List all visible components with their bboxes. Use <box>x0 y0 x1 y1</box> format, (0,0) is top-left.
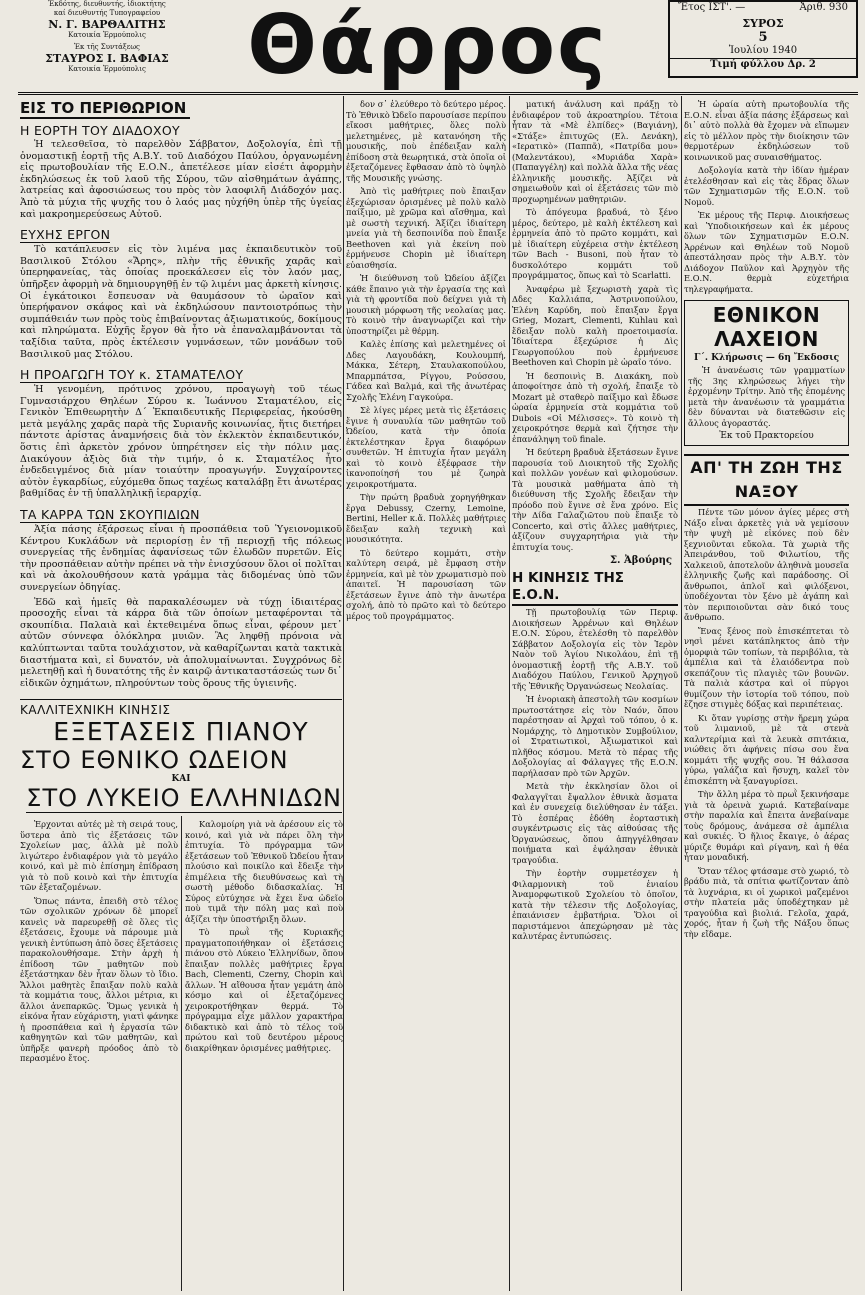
article-text: Τὴν ἑορτὴν συμμετέσχεν ἡ Φιλαρμονικὴ τοῦ ἐνιαίου Ἀναμορφωτικοῦ Σχολείου τὸ ὁποῖον, κατὰ τὴν τέλεσιν τῆς Δοξολογίας, ἐπαιάνισεν ἐμβατήρια. Ὅλοι οἱ παριστάμενοι ἀπεχώρησαν μὲ τὰς καλυτέρας ἐντυπώσεις. <box>512 868 678 941</box>
article-text: Καλομοίρη γιὰ νὰ ἀρέσουν εἰς τὸ κοινό, καὶ γιὰ νὰ πάρει ὅλη τὴν ἐπιτυχία. Τὸ πρόγραμμα τῶν ἐξετάσεων τοῦ Ἐθνικοῦ Ὠδείου ἦταν πλούσιο καὶ ποικίλο καὶ ἔδειξε τὴν ἐπιμέλεια τῆς διευθύνσεως καὶ τὴ σωστὴ μέθοδο διδασκαλίας. Ἡ Σύρος εὐτύχησε νὰ ἔχει ἕνα ὠδεῖο ποὺ τιμᾶ τὴν πόλη μας καὶ ποὺ ἀξίζει τὴν ὑποστήριξη ὅλων. <box>185 819 343 924</box>
article-text: Σὲ λίγες μέρες μετὰ τὶς ἐξετάσεις ἔγινε ἡ συναυλία τῶν μαθητῶν τοῦ Ὠδείου, κατὰ τὴν ὁποία ἐκτελέστηκαν ἔργα διαφόρων συνθετῶν. Ἡ ἐπιτυχία ἦταν μεγάλη καὶ τὸ κοινὸ ἐξέφρασε τὴν ἱκανοποίησή του μὲ ζωηρὰ χειροκροτήματα. <box>346 405 506 489</box>
column-margin <box>20 98 342 698</box>
article-text: Τὸ πρωῒ τῆς Κυριακῆς πραγματοποιήθηκαν οἱ ἐξετάσεις πιάνου στὸ Λύκειο Ἑλληνίδων, ὅπου ἔπαιξαν πολλὲς μαθήτριες ἔργα Bach, Clementi, Czerny, Chopin καὶ ἄλλων. Ἡ αἴθουσα ἦταν γεμάτη ἀπὸ κόσμο καὶ οἱ ἐξεταζόμενες χειροκροτήθηκαν θερμά. Τὸ πρόγραμμα εἶχε μᾶλλον χαρακτήρα διδακτικὸ καὶ ἀπὸ τὸ τέλος τοῦ πρώτου καὶ τοῦ δευτέρου μέρους διακρίθηκαν ὁρισμένες μαθήτριες. <box>185 927 343 1053</box>
column-divider <box>343 96 344 1291</box>
publisher-line: Ἐκδότης, διευθυντής, ἰδιοκτήτης <box>48 0 166 8</box>
article-heading: Η ΕΟΡΤΗ ΤΟΥ ΔΙΑΔΟΧΟΥ <box>20 123 180 138</box>
editor-line: Ἐκ τῆς Συντάξεως <box>74 43 140 51</box>
lottery-text: Ἡ ἀνανέωσις τῶν γραμματίων τῆς 3ης κληρώσεως λήγει τὴν ἐρχομένην Τρίτην. Ἀπὸ τῆς ἐπομένης μετὰ τὴν ἀνανέωσιν τὰ γραμμάτια δὲν δύνανται νὰ διατεθῶσιν εἰς ἄλλους ἀγοραστάς. <box>688 365 845 428</box>
article-text: Ἡ ἐνοριακὴ ἀπεστολὴ τῶν κοσμίων πρωτοστάτησε εἰς τὸν Ναόν, ὅπου παρέστησαν αἱ Ἀρχαὶ τοῦ τόπου, ὁ κ. Νομάρχης, τὸ Δημοτικὸν Συμβούλιον, οἱ Στρατιωτικοὶ, Ἀξιωματικοὶ καὶ πλῆθος κόσμου. Μετὰ τὸ πέρας τῆς Δοξολογίας αἱ Φάλαγγες τῆς Ε.Ο.Ν. παρήλασαν πρὸ τῶν Ἀρχῶν. <box>512 694 678 778</box>
article-text: Ἡ δεσποινὶς Β. Διακάκη, ποὺ ἀποφοίτησε ἀπὸ τὴ σχολή, ἔπαιξε τὸ Mozart μὲ σταθερὸ παίξιμο καὶ ἔδωσε ὡραία ἐρμηνεία στὰ κομμάτια τοῦ Dubois «Οἱ Μέλισσες». Τὸ κοινὸ τὴ χειροκρότησε θερμὰ καὶ ζήτησε τὴν ἐπανάληψη τοῦ finale. <box>512 370 678 444</box>
article-text: Ἀπὸ τὶς μαθήτριες ποὺ ἔπαιξαν ἐξεχώρισαν ὁρισμένες μὲ πολὺ καλὸ παίξιμο, μὲ χρῶμα καὶ αἴσθημα, καὶ μὲ σωστὴ τεχνική. Ἀξίζει ἰδιαίτερη μνεία γιὰ τὴ δεσποινίδα ποὺ ἔπαιξε Beethoven καὶ γιὰ ἐκείνη ποὺ ἐρμήνευσε Chopin μὲ ἰδιαίτερη εὐαισθησία. <box>346 186 506 270</box>
editor-place: Κατοικία Ἑρμούπολις <box>68 65 146 73</box>
headline-line: ΣΤΟ ΛΥΚΕΙΟ ΕΛΛΗΝΙΔΩΝ <box>26 784 342 812</box>
section-rule <box>20 699 342 700</box>
column-3 <box>346 98 506 1288</box>
article-heading: ΤΑ ΚΑΡΡΑ ΤΩΝ ΣΚΟΥΠΙΔΙΩΝ <box>20 507 200 523</box>
issue-date: Ἰουλίου 1940 <box>728 45 798 56</box>
issue-day: 5 <box>758 30 768 45</box>
issue-city: ΣΥΡΟΣ <box>742 17 784 30</box>
article-text: Ἡ δεύτερη βραδυὰ ἐξετάσεων ἔγινε παρουσία τοῦ Διοικητοῦ τῆς Σχολῆς καὶ πολλῶν γονέων καὶ φιλομούσων. Τὰ μουσικὰ μαθήματα ἀπὸ τὴ διεύθυνση τῆς Σχολῆς ἔδειξαν τὴν πρόοδο ποὺ ἔγινε σὲ ἕνα χρόνο. Εἰς τὴν Δίδα Γαλαζιῶτου ποὺ ἔπαιξε τὸ Concerto, καὶ στὶς ἄλλες μαθήτριες, ἀξίζουν συγχαρητήρια γιὰ τὴν ἐπιτυχία τους. <box>512 447 678 552</box>
article-text: Μετὰ τὴν ἐκκλησίαν ὅλοι οἱ Φαλαγγῖται ἔψαλλον ἐθνικὰ ἄσματα καὶ ἐν συνεχείᾳ διελύθησαν ἐν τάξει. Τὸ ἑσπέρας ἐδόθη ἐορταστικὴ συγκέντρωσις εἰς τὰς αἰθούσας τῆς Ὀργανώσεως, ὅπου ἀπηγγέλθησαν ποιήματα καὶ ἐψάλησαν ἐθνικὰ τραγούδια. <box>512 781 678 865</box>
issue-number: Ἀριθ. 930 <box>799 2 848 13</box>
article-text: Ὅταν τέλος φτάσαμε στὸ χωριό, τὸ βράδυ πιὰ, τὰ σπίτια φωτίζονταν ἀπὸ τὰ λυχνάρια, κι οἱ χωρικοὶ μαζεμένοι στὴν πλατεία μᾶς ὑποδέχτηκαν μὲ τραγούδια καὶ βιολιά. Γελοῖα, χαρά, χορός, ἦταν ἡ ζωὴ τῆς Νάξου ὅπως τὴν εἴδαμε. <box>684 865 849 939</box>
editor-name: ΣΤΑΥΡΟΣ Ι. ΒΑΦΙΑΣ <box>45 52 169 65</box>
article-text: Ἡ γενομένη, πρότινος χρόνου, προαγωγὴ τοῦ τέως Γυμνασιάρχου Θηλέων Σύρου κ. Ἰωάννου Σταματέλου, εἰς Γενικὸν Ἐπιθεωρητὴν Δ΄ Ἐκπαιδευτικῆς Περιφερείας, ἠκούσθη μετὰ μεγάλης χαρᾶς παρὰ τῆς Συριανῆς κοινωνίας, ἥτις διετήρει πάντοτε ἀρίστας ἀναμνήσεις διὰ τὸν ἐκλεκτὸν ἐκπαιδευτικόν, ὅστις ἐπὶ ἀρκετὸν χρόνον ὑπηρέτησεν εἰς τὴν πόλιν μας. Διακύγουν ἀξιὸς διὰ τὴν τιμήν, ὁ κ. Σταματέλος ἦτο ἐνδεδειγμένος διὰ μίαν τοιαύτην προαγωγήν. Συγχαίροντες αὐτὸν ἐγκαρδίως, εὐχόμεθα ὅπως ταχέως καταλάβῃ ἔτι ἀνωτέρας βαθμίδας ἐν τῇ ὑπαλληλικῇ ἱεραρχίᾳ. <box>20 384 342 500</box>
article-text: δον σ᾽ ἐλεύθερο τὸ δεύτερο μέρος. Τὸ Ἐθνικὸ Ὠδεῖο παρουσίασε περίπου εἴκοσι μαθήτριες, ὅλες πολὺ μελετημένες, μὲ κατανόηση τῆς μουσικῆς, ποὺ ἐπέδειξαν καλὴ ἐπίδοση στὰ θεωρητικά, στὰ ὁποῖα οἱ ἐξεταζόμενες ἔφθασαν ἀπὸ τὸ ὑψηλὸ τῆς Μουσικῆς γνώσης. <box>346 99 506 183</box>
column-5 <box>684 98 849 1288</box>
article-text: Ἡ τελεσθεῖσα, τὸ παρελθὸν Σάββατον, Δοξολογία, ἐπὶ τῇ ὀνομαστικῇ ἑορτῇ τῆς Α.Β.Υ. τοῦ Διαδόχου Παύλου, ὀργανωμένη εἰς πρωτοβουλίαν τῆς Ε.Ο.Ν., ἀπετέλεσε μίαν εἰσέτι ἀφορμὴν ἐκδηλώσεως ἐκ τοῦ λαοῦ τῆς Σύρου, τῶν αἰσθημάτων ἀγάπης, λατρείας καὶ ἀφοσιώσεως του πρὸς τὸν λαοφιλῆ Διάδοχόν μας. Ἀπὸ τὰ μύχια τῆς ψυχῆς του ὁ λαός μας ηὐχήθη ὑπὲρ τῆς ὑγείας καὶ μακροημερεύσεως Αὐτοῦ. <box>20 139 342 220</box>
column-music-2 <box>185 818 343 1288</box>
headline-conj: ΚΑΙ <box>171 774 191 784</box>
column-divider <box>509 96 510 1291</box>
section-heading: Η ΚΙΝΗΣΙΣ ΤΗΣ Ε.Ο.Ν. <box>512 570 678 606</box>
article-text: Κι ὅταν γυρίσῃς στὴν ἤρεμη χώρα τοῦ λιμανιοῦ, μὲ τὰ στενὰ καλντερίμια καὶ τὰ λευκὰ σπιτάκια, νιώθεις ὅτι ἀφήνεις πίσω σου ἕνα κομμάτι τῆς ψυχῆς σου. Ἡ θάλασσα γύρω, γαλάζια καὶ ἥσυχη, καλεῖ τὸν ἐπισκέπτη νὰ ξαναγυρίσει. <box>684 712 849 786</box>
article-signature: Σ. Ἀβούρης <box>609 555 672 566</box>
article-text: Τὸ ἀπόγευμα βραδυά, τὸ ξένο μέρος, δεύτερο, μὲ καλὴ ἐκτέλεση καὶ ἐρμηνεία ἀπὸ τὸ πρῶτο κομμάτι, καὶ μὲ ἰδιαίτερη εὐχέρεια στὴν ἐκτέλεση τῶν Bach - Busoni, ποὺ ἦταν τὸ δυσκολότερο κομμάτι τοῦ προγράμματος, ὅπως καὶ τὸ Scarlatti. <box>512 207 678 280</box>
music-headline <box>20 703 342 813</box>
article-text: Ἡ διεύθυνση τοῦ Ὠδείου ἀξίζει κάθε ἔπαινο γιὰ τὴν ἐργασία της καὶ γιὰ τὴ φροντίδα ποὺ δείχνει γιὰ τὴ μουσικὴ μόρφωση τῆς νεολαίας μας. Τὸ κοινὸ τὴν ἀναγνωρίζει καὶ τὴν ὑποστηρίζει μὲ θέρμη. <box>346 273 506 336</box>
newspaper-title: Θάρρος <box>247 0 608 93</box>
publisher-name: Ν. Γ. ΒΑΡΘΑΛΙΤΗΣ <box>48 18 166 31</box>
article-text: ματική ἀνάλυση καὶ πράξῃ τὸ ἐνδιαφέρον τοῦ ἀκροατηρίου. Τέτοια ἦταν τὰ «Μὲ ἐλπίδες» (Βαγιάνη), «Στάξε» ἐπιτυχῶς (Ελ. Δενάκη), «Ιερατικὸ» (Παππᾶ), «Πατρίδα μου» (Μαλεντάκου), «Μυριάδα Χαρὰ» (Παπαγγέλη) καὶ πολλὰ ἄλλα τῆς νέας ἑλληνικῆς μουσικῆς. Ἀξίζει νὰ σημειωθοῦν καὶ οἱ ἐξετάσεις τῶν πιὸ προχωρημένων μαθητριῶν. <box>512 99 678 204</box>
article-text: Ἐδῶ καὶ ἡμεῖς θὰ παρακαλέσωμεν νὰ τύχῃ ἰδιαιτέρας προσοχῆς εἶναι τὰ κάρρα διὰ τῶν ὁποίων μεταφέρονται τὰ σκουπίδια. Παλαιὰ καὶ ἐκτεθειμένα ὅπως εἶναι, φέρουν μετ᾽ αὐτῶν σύννεφα ὁλόκληρα μυιῶν. Ἂς ληφθῇ πρόνοια νὰ καλύπτωνται ταῦτα τουλάχιστον, νὰ καθαρίζωνται κατὰ τακτικὰ διαστήματα καὶ, εἰ δυνατόν, νὰ ἀπολυμαίνωνται. Συγχρόνως δὲ μελετηθῇ καὶ ἡ δυνατότης τῆς ἐν καιρῷ ἀντικαταστάσεώς των δι᾽ εἰδικῶν ὀχημάτων, πληρούντων τοὺς ὅρους τῆς ὑγιεινῆς. <box>20 596 342 689</box>
masthead <box>0 0 865 96</box>
issue-price: Τιμή φύλλου Δρ. 2 <box>670 58 856 70</box>
publisher-place: Κατοικία Ἑρμούπολις <box>68 31 146 39</box>
article-text: Πέντε τῶν μόνον ἀγίες μέρες στὴ Νάξο εἶναι ἀρκετὲς γιὰ νὰ γεμίσουν τὴν ψυχὴ μὲ εἰκόνες ποὺ δὲν ξεχνιοῦνται εὔκολα. Τὰ χωριὰ τῆς Ἀπειράνθου, τοῦ Φιλωτίου, τῆς Χαλκειοῦ, ἀποτελοῦν ἀληθινὰ μουσεῖα ἑλληνικῆς ζωῆς καὶ παράδοσης. Οἱ ἄνθρωποι, ἁπλοῖ καὶ φιλόξενοι, ὑποδέχονται τὸν ξένο μὲ ἀγάπη καὶ τὸν περιποιοῦνται σὰν δικό τους ἄνθρωπο. <box>684 507 849 622</box>
masthead-rule <box>18 92 858 95</box>
article-text: Τὸ κατάπλευσεν εἰς τὸν λιμένα μας ἐκπαιδευτικὸν τοῦ Βασιλικοῦ Στόλου «Ἄρης», πλὴν τῆς ἐθνικῆς χαρᾶς καὶ ὑπερηφανείας, τὰς ὁποίας προεκάλεσεν εἰς τὸν λαόν μας, ὑπῆρξεν ἀφορμὴ νὰ δημιουργηθῇ ἐν τῷ λιμένι μας ἀρκετὴ κίνησις. Οἱ ἐγκάτοικοι ἔσπευσαν νὰ θαυμάσουν τὸ ὡραῖον καὶ ὑπερήφανον σκάφος καὶ νὰ ἐκδηλώσουν παντοιοτρόπως τὴν συμπάθειάν των πρὸς τοὺς ἐπιβαίνοντας ἀξιωματικούς, δοκίμους καὶ πληρώματα. Εὐχῆς ἔργον θὰ ἦτο νὰ ἐπαναλαμβάνονται τὰ ταξίδια ταῦτα, πρὸς ἐκτέλεσιν γυμνάσεων, τῶν μονάδων τοῦ Βασιλικοῦ μας Στόλου. <box>20 244 342 360</box>
article-text: Τῇ πρωτοβουλίᾳ τῶν Περιφ. Διοικήσεων Ἀρρένων καὶ Θηλέων Ε.Ο.Ν. Σύρου, ἐτελέσθη τὸ παρελθὸν Σάββατον Δοξολογία εἰς τὸν Ἱερὸν Ναὸν τοῦ Ἁγίου Νικολάου, ἐπὶ τῇ ὀνομαστικῇ ἑορτῇ τῆς Α.Β.Υ. τοῦ Διαδόχου Παύλου, Γενικοῦ Ἀρχηγοῦ τῆς Ἐθνικῆς Ὀργανώσεως Νεολαίας. <box>512 607 678 691</box>
lottery-source: Ἐκ τοῦ Πρακτορείου <box>719 431 814 441</box>
column-4 <box>512 98 678 1288</box>
article-text: Τὸ δεύτερο κομμάτι, στὴν καλύτερη σειρά, μὲ ἔμφαση στὴν ἐρμηνεία, καὶ μὲ τὸν χρωματισμὸ ποὺ ἀπαιτεῖ. Ἡ παρουσίαση τῶν ἐξετάσεων ἔγινε ἀπὸ τὴν ἀνωτέρα σχολή, ἀπὸ τὸ πρῶτο καὶ τὸ δεύτερο μέρος τοῦ προγράμματος. <box>346 547 506 621</box>
lottery-title: ΕΘΝΙΚΟΝ ΛΑΧΕΙΟΝ <box>712 303 821 351</box>
article-text: Δοξολογία κατὰ τὴν ἰδίαν ἡμέραν ἐτελέσθησαν καὶ εἰς τὰς ἕδρας ὅλων τῶν Σχηματισμῶν τῆς Ε.Ο.Ν. τοῦ Νομοῦ. <box>684 165 849 207</box>
section-heading: ΕΙΣ ΤΟ ΠΕΡΙΘΩΡΙΟΝ <box>20 100 190 119</box>
article-text: Ἐκ μέρους τῆς Περιφ. Διοικήσεως καὶ Ὑποδιοικήσεων καὶ ἐκ μέρους ὅλων τῶν Σχηματισμῶν Ε.Ο.Ν. Ἀρρένων καὶ Θηλέων τοῦ Νομοῦ ἀπεστάλησαν πρὸς τὴν Α.Β.Υ. τὸν Διάδοχον Παῦλον καὶ Ἀρχηγὸν τῆς Ε.Ο.Ν. θερμὰ εὐχετήρια τηλεγραφήματα. <box>684 210 849 294</box>
publisher-box <box>22 0 192 74</box>
headline-line: ΣΤΟ ΕΘΝΙΚΟ ΩΔΕΙΟΝ <box>20 746 289 774</box>
article-text: Τὴν ἄλλη μέρα τὸ πρωῒ ξεκινήσαμε γιὰ τὰ ὀρεινὰ χωριά. Κατεβαίναμε στὴν παραλία καὶ ἔπειτα ἀνεβαίναμε τοὺς δρόμους, ἀνάμεσα σὲ ἀμπέλια καὶ συκιές. Ὁ ἥλιος ἔκαιγε, ὁ ἀέρας μύριζε θυμάρι καὶ ρίγανη, καὶ ἡ θέα ἦταν μοναδική. <box>684 789 849 862</box>
article-text: Ἡ ὡραία αὐτὴ πρωτοβουλία τῆς Ε.Ο.Ν. εἶναι ἀξία πάσης ἐξάρσεως καὶ δι᾽ αὐτὸ πολλὰ θὰ ἔχομεν νὰ εἴπωμεν εἰς τὸ μέλλον πρὸς τὴν διοίκησιν τῶν θερμοτέρων ἐκδηλώσεων τοῦ κοινωνικοῦ μας συναισθήματος. <box>684 99 849 162</box>
article-text: Καλὲς ἐπίσης καὶ μελετημένες οἱ Δδες Λαγουδάκη, Κουλουμπή, Μάκκα, Σέτερη, Σταυλακοπούλου, Μπαρμπάτσα, Ρίγγου, Ρούσσου, Γάδεα καὶ Βαλμά, καὶ τῆς ἀνωτέρας Σχολῆς Ἑλένη Γαγκούρα. <box>346 339 506 402</box>
publisher-line: καί διευθυντής Τυπογραφείου <box>53 9 161 17</box>
article-text: Ἀναφέρω μὲ ξεχωριστὴ χαρὰ τὶς Δδες Καλλιάπα, Ἀστρινοπούλου, Ἑλένη Καρύδη, ποὺ ἔπαιξαν ἔργα Grieg, Mozart, Clementi, Kuhlau καὶ ἔδειξαν πολὺ καλὴ προετοιμασία. Ἰδιαίτερα ἐξεχώρισε ἡ Δὶς Γεωργοπούλου ποὺ ἐρμήνευσε Beethoven καὶ Chopin μὲ ὡραῖο τόνο. <box>512 283 678 367</box>
lottery-box <box>684 300 849 446</box>
article-heading: ΕΥΧΗΣ ΕΡΓΟΝ <box>20 227 111 243</box>
article-text: Ὅπως πάντα, ἐπειδὴ στὸ τέλος τῶν σχολικῶν χρόνων δὲ μπορεῖ κανεὶς νὰ παρευρεθῇ σὲ ὅλες τὶς ἐξετάσεις, ἔχουμε νὰ πάρουμε μιὰ γενικὴ ἐντύπωση ἀπὸ ὅσες ἐξετάσεις παρακολουθήσαμε. Στὴν ἀρχὴ ἡ ἐπίδοση τῶν μαθητῶν ποὺ ἐξετάστηκαν δὲν ἦταν ὅλων τὸ ἴδιο. Ἄλλοι μαθητὲς ἔπαιξαν πολὺ καλὰ τὰ κομμάτια τους, ἄλλοι μέτρια, κι ἄλλοι ἀνεπαρκῶς. Ὅμως γενικὰ ἡ εἰκόνα ἦταν εὐχάριστη, γιατὶ φάνηκε ἡ προσπάθεια καὶ ἡ ἐργασία τῶν καθηγητῶν καὶ τῶν μαθητῶν, καὶ ὑπῆρξε φανερὴ πρόοδος ἀπὸ τὸ περασμένο ἔτος. <box>20 895 178 1063</box>
column-divider <box>681 96 682 1291</box>
article-text: Ἀξία πάσης ἐξάρσεως εἶναι ἡ προσπάθεια τοῦ Ὑγειονομικοῦ Κέντρου Κυκλάδων νὰ περιορίσῃ ἐν τῇ περιοχῇ τῆς πόλεως συνεργείας τῆς ἐνδημίας ἀφανίσεως τῶν ἐλωδῶν πυρετῶν. Εἰς τὴν προσπάθειαν αὐτὴν πρέπει νὰ τὴν ἐνισχύσουν ὅλοι οἱ πολῖται καὶ νὰ ἀκολουθήσουν κατὰ γράμμα τὰς διδομένας ὑπὸ τῶν συνεργείων ὁδηγίας. <box>20 524 342 593</box>
issue-year: Ἔτος ΙΣΤ'. — <box>678 2 746 13</box>
section-heading: ΑΠ' ΤΗ ΖΩΗ ΤΗΣ ΝΑΞΟΥ <box>684 454 849 506</box>
article-text: Ἔνας ξένος ποὺ ἐπισκέπτεται τὸ νησὶ μένει κατάπληκτος ἀπὸ τὴν ὀμορφιὰ τῶν τοπίων, τὰ περιβόλια, τὰ ἀμπέλια καὶ τὰ ἐλαιόδεντρα ποὺ σκεπάζουν τὶς πλαγιὲς τῶν βουνῶν. Τὰ παλιὰ κάστρα καὶ οἱ πύργοι θυμίζουν τὴν ἱστορία τοῦ τόπου, ποὺ ἔζησε στιγμὲς δόξας καὶ περιπέτειας. <box>684 625 849 709</box>
column-music-1 <box>20 818 178 1288</box>
issue-box <box>668 0 858 78</box>
headline-line: ΕΞΕΤΑΣΕΙΣ ΠΙΑΝΟΥ <box>53 717 309 746</box>
article-text: Ἐρχονται αὐτές μὲ τὴ σειρά τους, ὕστερα ἀπὸ τὶς ἐξετάσεις τῶν Σχολείων μας, ἀλλὰ μὲ πολὺ λιγώτερο ἐνδιαφέρον γιὰ τὸ μεγάλο κοινό, καὶ μὲ πιὸ ἐπίσημη ἐπίδραση γιὰ τὸ ποῦ κοινὸ καὶ τὴν ἐπιτυχία τῶν ἐξεταζομένων. <box>20 819 178 892</box>
article-text: Τὴν πρώτη βραδυὰ χορηγήθηκαν ἔργα Debussy, Czerny, Lemoine, Bertini, Heller κ.ἄ. Πολλὲς μαθήτριες ἔδειξαν καλὴ τεχνικὴ καὶ μουσικότητα. <box>346 492 506 544</box>
article-heading: Η ΠΡΟΑΓΩΓΗ ΤΟΥ κ. ΣΤΑΜΑΤΕΛΟΥ <box>20 367 244 383</box>
kicker: ΚΑΛΛΙΤΕΧΝΙΚΗ ΚΙΝΗΣΙΣ <box>20 703 171 717</box>
column-divider <box>181 816 182 1291</box>
lottery-subtitle: Γ΄. Κλήρωσις — 6η Ἔκδοσις <box>693 353 840 363</box>
